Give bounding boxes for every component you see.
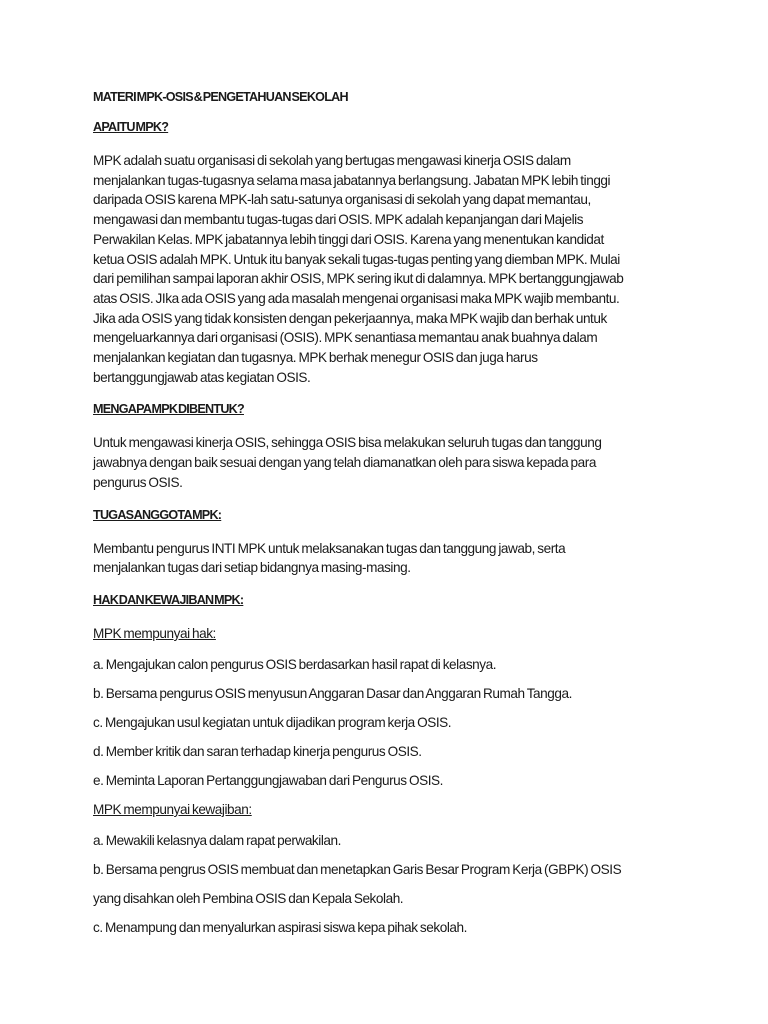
rights-subheading: MPK mempunyai hak:	[93, 625, 216, 641]
section-body-mengapa-mpk-dibentuk: Untuk mengawasi kinerja OSIS, sehingga OSIS bisa melakukan seluruh tugas dan tanggung jawabnya dengan baik sesuai dengan yang telah diamanatkan oleh para siswa kepada para pengurus OSIS.	[93, 435, 602, 490]
rights-item-a: a. Mengajukan calon pengurus OSIS berdasarkan hasil rapat di kelasnya.	[93, 656, 497, 672]
document-title: MATERI MPK-OSIS & PENGETAHUAN SEKOLAH	[93, 90, 348, 104]
duties-item-b-continued: yang disahkan oleh Pembina OSIS dan Kepala Sekolah.	[93, 890, 404, 906]
duties-item-a: a. Mewakili kelasnya dalam rapat perwakilan.	[93, 832, 341, 848]
duties-item-c: c. Menampung dan menyalurkan aspirasi siswa kepa pihak sekolah.	[93, 919, 467, 935]
section-body-tugas-anggota-mpk: Membantu pengurus INTI MPK untuk melaksanakan tugas dan tanggung jawab, serta menjalankan tugas dari setiap bidangnya masing-masing.	[93, 540, 566, 576]
section-heading-mengapa-mpk-dibentuk: MENGAPA MPK DIBENTUK?	[93, 402, 244, 417]
rights-item-d: d. Member kritik dan saran terhadap kinerja pengurus OSIS.	[93, 743, 422, 759]
section-heading-hak-dan-kewajiban: HAK DAN KEWAJIBAN MPK:	[93, 592, 244, 607]
document-page	[93, 87, 673, 947]
duties-subheading: MPK mempunyai kewajiban:	[93, 801, 252, 817]
duties-item-b: b. Bersama pengrus OSIS membuat dan menetapkan Garis Besar Program Kerja (GBPK) OSIS	[93, 861, 622, 877]
section-body-apa-itu-mpk: MPK adalah suatu organisasi di sekolah yang bertugas mengawasi kinerja OSIS dalam menjalankan tugas-tugasnya selama masa jabatannya berlangsung. Jabatan MPK lebih tinggi daripada OSIS karena MPK-lah satu-satunya organisasi di sekolah yang dapat memantau, mengawasi dan membantu tugas-tugas dari OSIS. MPK adalah kepanjangan dari Majelis Perwakilan Kelas. MPK jabatannya lebih tinggi dari OSIS. Karena yang menentukan kandidat ketua OSIS adalah MPK. Untuk itu banyak sekali tugas-tugas penting yang diemban MPK. Mulai dari pemilihan sampai laporan akhir OSIS, MPK sering ikut di dalamnya. MPK bertanggungjawab atas OSIS. JIka ada OSIS yang ada masalah mengenai organisasi maka MPK wajib membantu. Jika ada OSIS yang tidak konsisten dengan pekerjaannya, maka MPK wajib dan berhak untuk mengeluarkannya dari organisasi (OSIS). MPK senantiasa memantau anak buahnya dalam menjalankan kegiatan dan tugasnya. MPK berhak menegur OSIS dan juga harus bertanggungjawab atas kegiatan OSIS.	[93, 153, 624, 385]
section-heading-tugas-anggota-mpk: TUGAS ANGGOTA MPK:	[93, 507, 222, 522]
section-heading-apa-itu-mpk: APA ITU MPK?	[93, 120, 169, 134]
rights-item-e: e. Meminta Laporan Pertanggungjawaban dari Pengurus OSIS.	[93, 772, 443, 788]
rights-item-b: b. Bersama pengurus OSIS menyusun Anggaran Dasar dan Anggaran Rumah Tangga.	[93, 685, 572, 701]
rights-item-c: c. Mengajukan usul kegiatan untuk dijadikan program kerja OSIS.	[93, 714, 452, 730]
